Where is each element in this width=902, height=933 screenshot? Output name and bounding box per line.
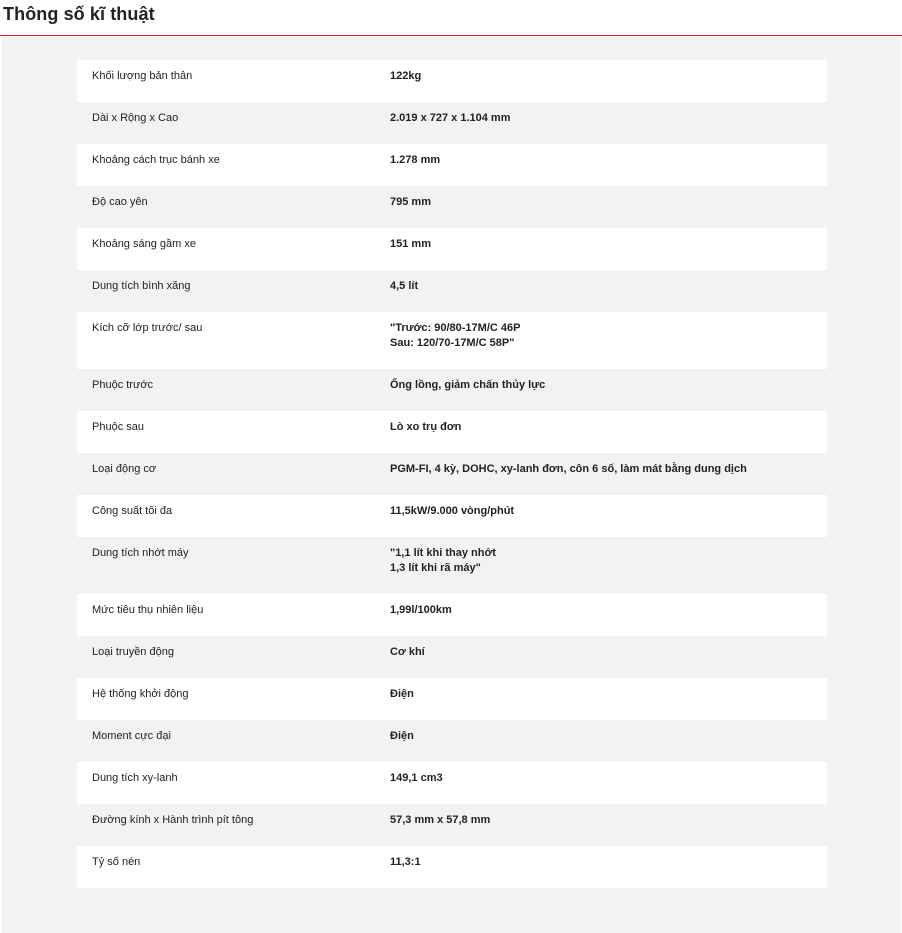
spec-value: 149,1 cm3 [390, 772, 443, 784]
spec-row [77, 411, 827, 453]
page-header [0, 0, 902, 36]
spec-value: 2.019 x 727 x 1.104 mm [390, 112, 511, 124]
spec-label: Dung tích nhớt máy [92, 547, 189, 559]
spec-row [77, 186, 827, 228]
spec-row [77, 678, 827, 720]
spec-label: Loại động cơ [92, 463, 157, 475]
spec-label: Mức tiêu thụ nhiên liệu [92, 604, 204, 616]
spec-value: Điện [390, 688, 414, 700]
spec-row [77, 537, 827, 594]
spec-value: 4,5 lít [390, 280, 419, 292]
spec-label: Khoảng cách trục bánh xe [92, 154, 220, 166]
spec-value: PGM-FI, 4 kỳ, DOHC, xy-lanh đơn, côn 6 số, làm mát bằng dung dịch [390, 463, 747, 475]
spec-row [77, 144, 827, 186]
page-title: Thông số kĩ thuật [3, 4, 155, 24]
spec-row [77, 846, 827, 888]
spec-row [77, 312, 827, 369]
spec-row [77, 594, 827, 636]
spec-value: Lò xo trụ đơn [390, 421, 462, 433]
spec-value: 11,3:1 [390, 856, 421, 868]
spec-table [77, 60, 827, 888]
spec-label: Dung tích xy-lanh [92, 772, 178, 784]
spec-value: 1.278 mm [390, 154, 441, 166]
spec-row [77, 369, 827, 411]
spec-value: 795 mm [390, 196, 431, 208]
spec-label: Loại truyền động [92, 646, 174, 658]
spec-row [77, 270, 827, 312]
spec-value: 11,5kW/9.000 vòng/phút [390, 505, 515, 517]
spec-row [77, 453, 827, 495]
spec-label: Công suất tối đa [92, 505, 173, 517]
spec-label: Phuộc sau [92, 421, 144, 433]
spec-label: Dài x Rộng x Cao [92, 112, 179, 124]
spec-value: Cơ khí [390, 646, 425, 658]
spec-value: 122kg [390, 70, 422, 82]
spec-row [77, 720, 827, 762]
spec-label: Hệ thống khởi động [92, 688, 189, 700]
spec-value: 151 mm [390, 238, 431, 250]
spec-value: 57,3 mm x 57,8 mm [390, 814, 491, 826]
spec-row [77, 102, 827, 144]
spec-row [77, 762, 827, 804]
spec-panel [2, 37, 901, 933]
spec-value: "Trước: 90/80-17M/C 46P Sau: 120/70-17M/C 58P" [390, 322, 521, 349]
spec-label: Đường kính x Hành trình pít tông [92, 814, 254, 826]
spec-label: Kích cỡ lớp trước/ sau [92, 322, 203, 334]
spec-row [77, 636, 827, 678]
spec-value: "1,1 lít khi thay nhớt 1,3 lít khi rã máy" [390, 547, 496, 574]
spec-value: Điện [390, 730, 414, 742]
spec-label: Khối lượng bản thân [92, 70, 193, 82]
spec-label: Độ cao yên [92, 196, 148, 208]
spec-label: Dung tích bình xăng [92, 280, 191, 292]
spec-row [77, 804, 827, 846]
spec-value: Ống lồng, giảm chấn thủy lực [390, 379, 546, 391]
spec-row [77, 495, 827, 537]
spec-label: Moment cực đại [92, 730, 171, 742]
spec-row [77, 60, 827, 102]
spec-value: 1,99l/100km [390, 604, 452, 616]
spec-label: Tỷ số nén [92, 856, 141, 868]
spec-label: Khoảng sáng gầm xe [92, 238, 196, 250]
spec-row [77, 228, 827, 270]
spec-label: Phuộc trước [92, 379, 154, 391]
